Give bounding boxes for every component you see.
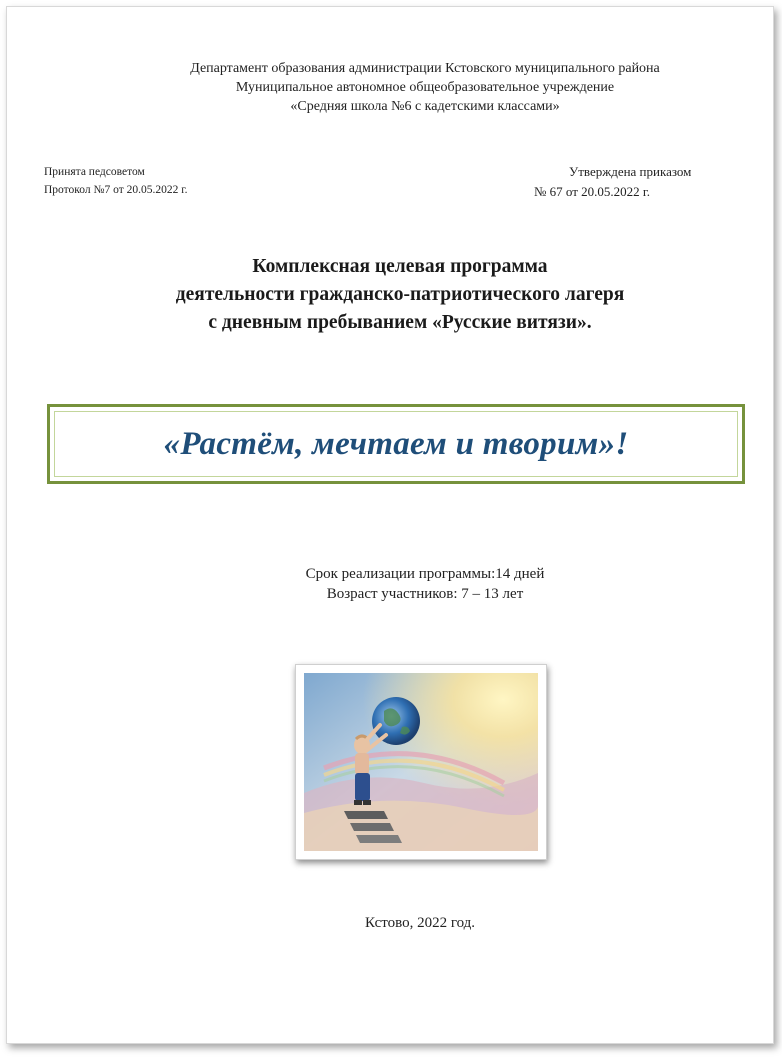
motto-frame — [47, 404, 745, 484]
motto-text: «Растём, мечтаем и творим»! — [163, 425, 629, 462]
document-page — [6, 6, 774, 1044]
program-title — [7, 253, 773, 337]
title-line3: с дневным пребыванием «Русские витязи». — [208, 312, 592, 333]
child-holding-globe-icon — [304, 673, 538, 851]
approval-pedsovet — [44, 163, 188, 199]
illustration-frame — [295, 664, 547, 860]
approval-right-line2: № 67 от 20.05.2022 г. — [534, 184, 651, 199]
header-line-school: «Средняя школа №6 с кадетскими классами» — [290, 99, 560, 114]
header-line-department: Департамент образования администрации Кстовского муниципального района — [190, 61, 660, 76]
program-duration: Срок реализации программы:14 дней — [305, 566, 545, 582]
approval-order — [534, 162, 691, 202]
header-line-institution: Муниципальное автономное общеобразовательное учреждение — [235, 80, 615, 95]
approval-left-line2: Протокол №7 от 20.05.2022 г. — [44, 184, 188, 196]
program-info — [7, 564, 773, 604]
title-line1: Комплексная целевая программа — [252, 256, 548, 277]
participants-age: Возраст участников: 7 – 13 лет — [326, 586, 524, 602]
approval-right-line1: Утверждена приказом — [569, 164, 692, 179]
approval-left-line1: Принята педсоветом — [44, 166, 145, 178]
title-line2: деятельности гражданско-патриотического лагеря — [175, 284, 625, 305]
footer-text: Кстово, 2022 год. — [364, 915, 476, 931]
organization-header — [7, 59, 773, 116]
place-and-year — [7, 915, 773, 932]
